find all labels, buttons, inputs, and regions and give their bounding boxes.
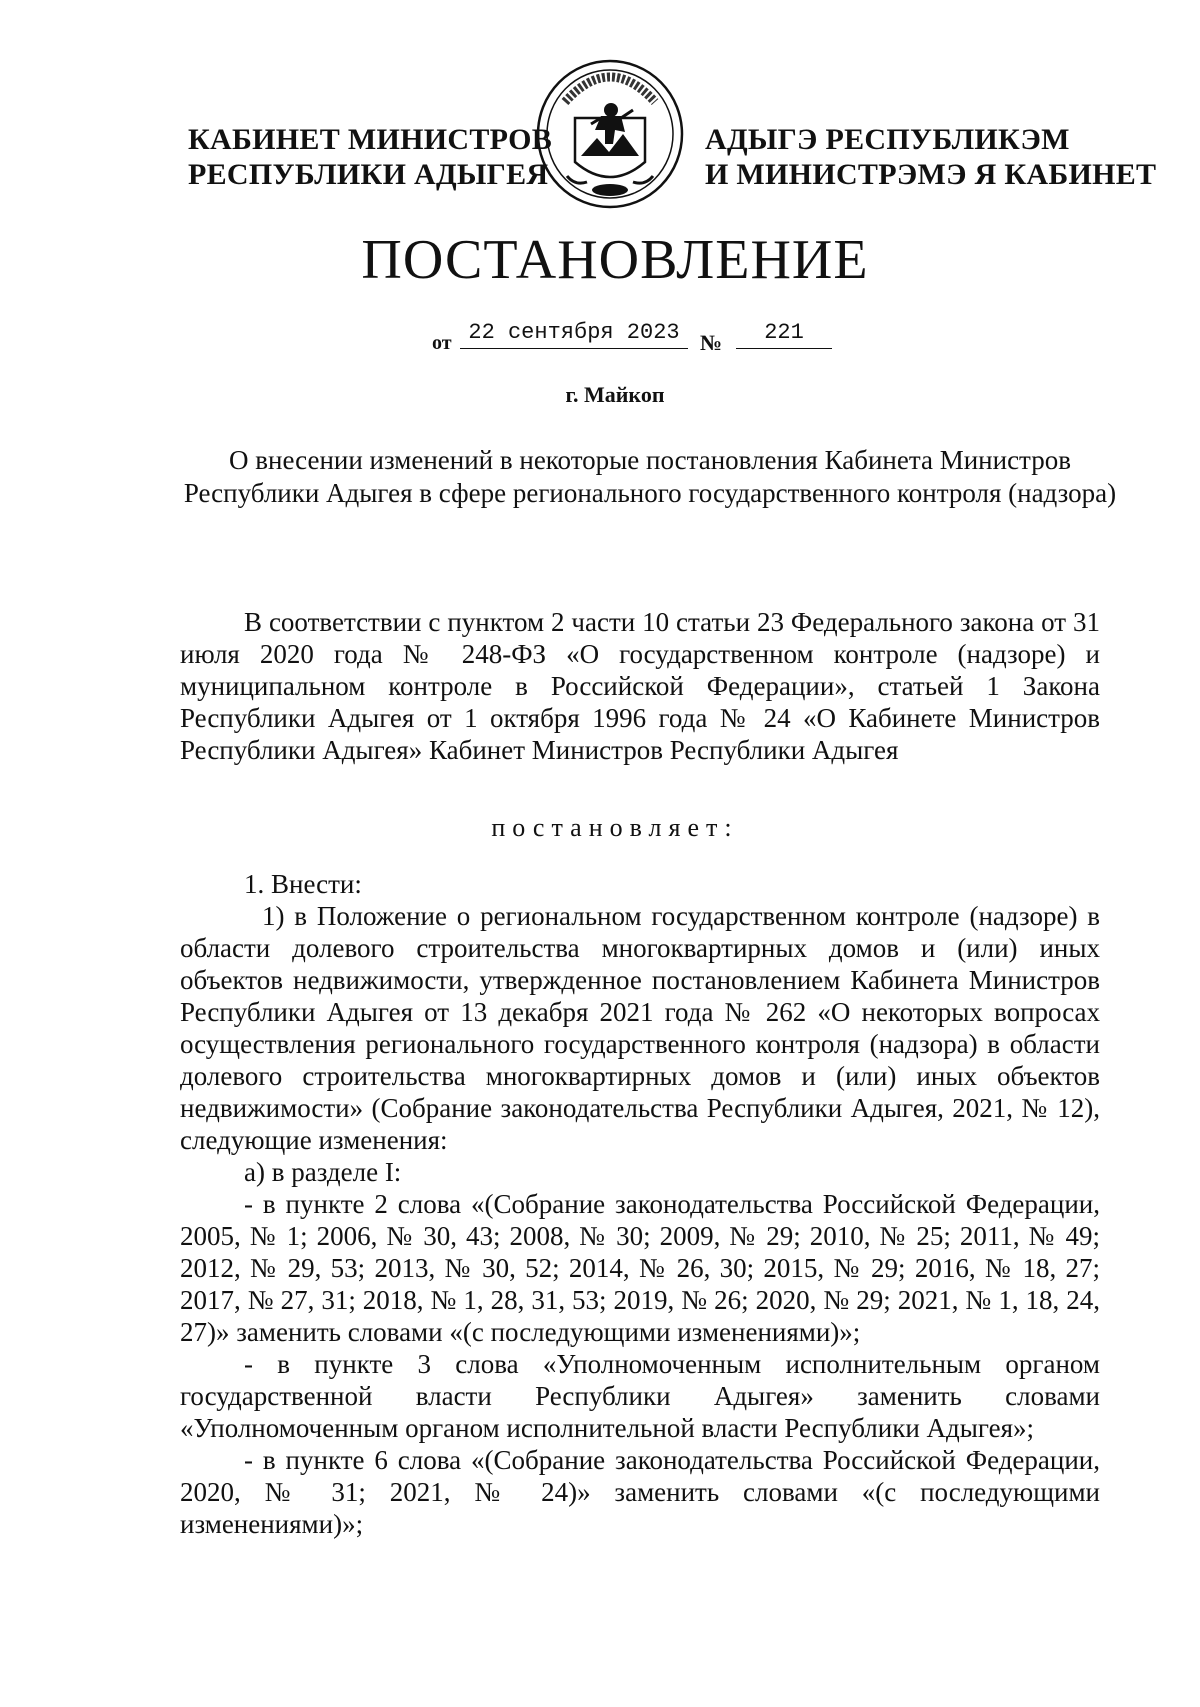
preamble-text: В соответствии с пунктом 2 части 10 статьи 23 Федерального закона от 31 июля 2020 года № 248-ФЗ «О государственном контроле (надзоре) и муниципальном контроле в Российской Федерации», статьей 1 Закона Республики Адыгея от 1 октября 1996 года № 24 «О Кабинете Министров Республики Адыгея» Кабинет Министров Республики Адыгея: [180, 607, 1100, 765]
date-prefix: от: [432, 332, 452, 354]
issuer-adyghe: [705, 122, 1156, 192]
issuer-russian-line2: РЕСПУБЛИКИ АДЫГЕЯ: [188, 158, 549, 191]
document-subject: О внесении изменений в некоторые постановления Кабинета Министров Республики Адыгея в сфере регионального государственного контроля (надзора): [183, 445, 1117, 508]
decree-word: постановляет:: [491, 813, 739, 842]
amendment-point-2: - в пункте 2 слова «(Собрание законодательства Российской Федерации, 2005, № 1; 2006, № 30, 43; 2008, № 30; 2009, № 29; 2010, № 25; 2011, № 49; 2012, № 29, 53; 2013, № 30, 52; 2014, № 26, 30; 2015, № 29; 2016, № 18, 27; 2017, № 27, 31; 2018, № 1, 28, 31, 53; 2019, № 26; 2020, № 29; 2021, № 1, 18, 24, 27)» заменить словами «(с последующими изменениями)»;: [180, 1189, 1100, 1347]
decree-body: [180, 868, 1100, 1540]
subitem-a: а) в разделе I:: [244, 1157, 402, 1187]
number-prefix: №: [700, 330, 723, 355]
coat-of-arms-seal: [535, 58, 685, 210]
subitem-1: 1) в Положение о региональном государственном контроле (надзоре) в области долевого строительства многоквартирных домов и (или) иных объектов недвижимости, утвержденное постановлением Кабинета Министров Республики Адыгея от 13 декабря 2021 года № 262 «О некоторых вопросах осуществления регионального государственного контроля (надзора) в области долевого строительства многоквартирных домов и (или) иных объектов недвижимости» (Собрание законодательства Республики Адыгея, 2021, № 12), следующие изменения:: [180, 901, 1100, 1155]
document-date: 22 сентября 2023: [460, 318, 688, 349]
document-title: ПОСТАНОВЛЕНИЕ: [361, 229, 869, 291]
preamble: [180, 606, 1100, 766]
document-number: 221: [736, 318, 832, 349]
issuer-adyghe-line1: АДЫГЭ РЕСПУБЛИКЭМ: [705, 123, 1070, 156]
issuer-russian: [188, 122, 552, 192]
issuer-russian-line1: КАБИНЕТ МИНИСТРОВ: [188, 123, 553, 156]
city: г. Майкоп: [565, 382, 665, 407]
issuer-adyghe-line2: И МИНИСТРЭМЭ Я КАБИНЕТ: [705, 158, 1157, 191]
amendment-point-3: - в пункте 3 слова «Уполномоченным исполнительным органом государственной власти Республики Адыгея» заменить словами «Уполномоченным органом исполнительной власти Республики Адыгея»;: [180, 1349, 1100, 1443]
item-1: 1. Внести:: [244, 869, 362, 899]
amendment-point-6: - в пункте 6 слова «(Собрание законодательства Российской Федерации, 2020, № 31; 2021, № 24)» заменить словами «(с последующими изменениями)»;: [180, 1445, 1100, 1539]
